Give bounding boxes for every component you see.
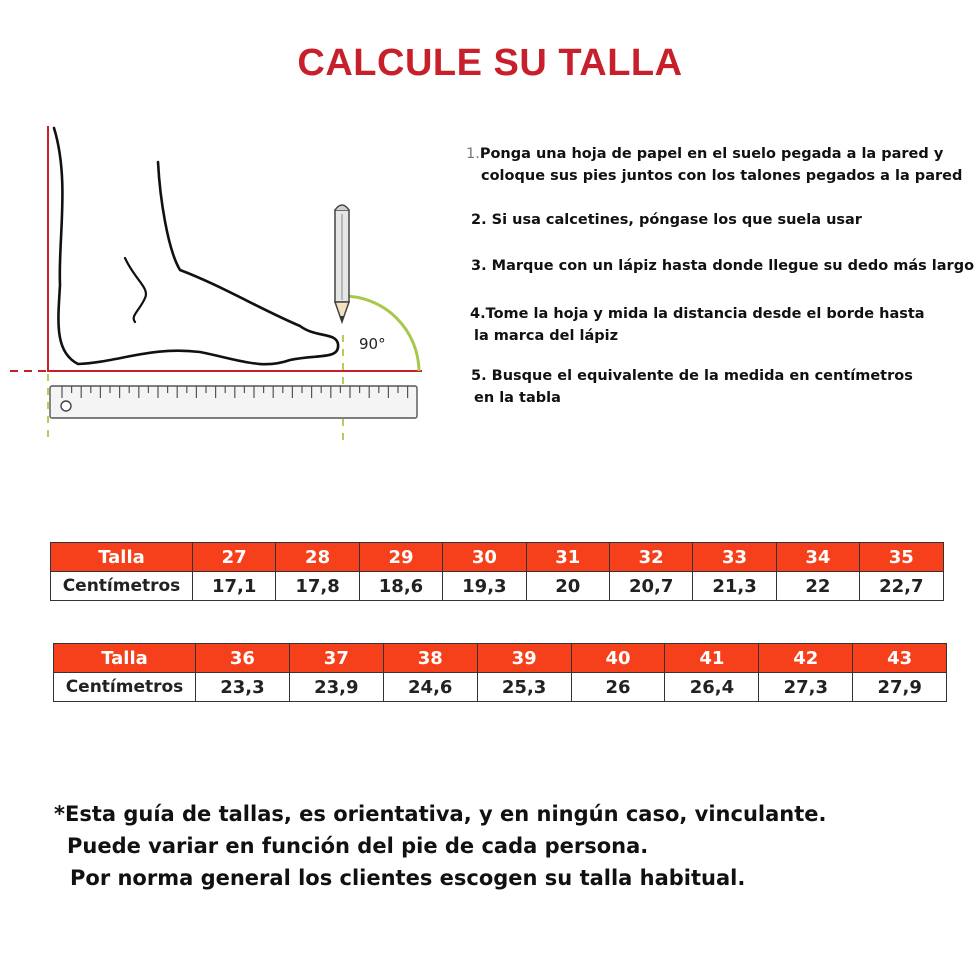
row-label: Talla <box>54 644 196 673</box>
size-cell: 43 <box>853 644 947 673</box>
size-cell: 35 <box>860 543 943 572</box>
cm-cell: 20 <box>526 572 609 601</box>
angle-label: 90° <box>359 335 386 353</box>
cm-cell: 22 <box>776 572 859 601</box>
disclaimer-line: Por norma general los clientes escogen su talla habitual. <box>70 866 746 890</box>
cm-cell: 22,7 <box>860 572 943 601</box>
size-table-1 <box>50 542 944 601</box>
size-cell: 41 <box>665 644 759 673</box>
step-text: Tome la hoja y mida la distancia desde el borde hasta <box>485 306 925 322</box>
size-cell: 31 <box>526 543 609 572</box>
cm-cell: 26,4 <box>665 673 759 702</box>
size-row <box>54 644 947 673</box>
disclaimer <box>54 798 826 894</box>
size-cell: 34 <box>776 543 859 572</box>
disclaimer-line: *Esta guía de tallas, es orientativa, y en ningún caso, vinculante. <box>54 802 827 826</box>
step-number: 4. <box>470 306 486 322</box>
page-title: CALCULE SU TALLA <box>297 42 683 84</box>
size-cell: 32 <box>609 543 692 572</box>
cm-cell: 23,3 <box>196 673 290 702</box>
step-number: 5. <box>471 368 487 384</box>
cm-cell: 17,1 <box>193 572 276 601</box>
cm-cell: 17,8 <box>276 572 359 601</box>
size-cell: 30 <box>443 543 526 572</box>
foot-arch-line <box>125 258 146 322</box>
row-label: Centímetros <box>51 572 193 601</box>
size-cell: 40 <box>571 644 665 673</box>
cm-cell: 25,3 <box>477 673 571 702</box>
cm-cell: 26 <box>571 673 665 702</box>
size-cell: 39 <box>477 644 571 673</box>
step-5 <box>471 365 913 409</box>
step-1 <box>466 143 962 187</box>
step-text: Marque con un lápiz hasta donde llegue su dedo más largo <box>491 258 975 274</box>
size-table-2 <box>53 643 947 702</box>
size-row <box>51 543 944 572</box>
size-cell: 37 <box>289 644 383 673</box>
step-text: coloque sus pies juntos con los talones pegados a la pared <box>481 168 963 184</box>
cm-cell: 23,9 <box>289 673 383 702</box>
step-text: la marca del lápiz <box>474 328 619 344</box>
cm-cell: 27,3 <box>759 673 853 702</box>
step-4 <box>470 303 925 347</box>
row-label: Talla <box>51 543 193 572</box>
step-2 <box>471 209 862 231</box>
size-cell: 33 <box>693 543 776 572</box>
step-number: 1. <box>466 146 480 162</box>
step-text: en la tabla <box>474 390 561 406</box>
cm-cell: 21,3 <box>693 572 776 601</box>
cm-cell: 24,6 <box>383 673 477 702</box>
disclaimer-line: Puede variar en función del pie de cada persona. <box>67 834 649 858</box>
foot-measurement-illustration <box>0 120 440 450</box>
cm-cell: 19,3 <box>443 572 526 601</box>
cm-cell: 20,7 <box>609 572 692 601</box>
step-3 <box>471 255 974 277</box>
step-text: Si usa calcetines, póngase los que suela usar <box>491 212 862 228</box>
cm-cell: 27,9 <box>853 673 947 702</box>
step-number: 3. <box>471 258 487 274</box>
size-cell: 27 <box>193 543 276 572</box>
ruler <box>50 386 417 418</box>
size-cell: 38 <box>383 644 477 673</box>
step-text: Busque el equivalente de la medida en centímetros <box>491 368 913 384</box>
size-cell: 29 <box>359 543 442 572</box>
size-cell: 42 <box>759 644 853 673</box>
row-label: Centímetros <box>54 673 196 702</box>
step-text: Ponga una hoja de papel en el suelo pegada a la pared y <box>479 146 944 162</box>
size-cell: 28 <box>276 543 359 572</box>
pencil-icon <box>335 205 349 322</box>
cm-row <box>51 572 944 601</box>
cm-cell: 18,6 <box>359 572 442 601</box>
size-cell: 36 <box>196 644 290 673</box>
angle-arc <box>343 296 419 371</box>
cm-row <box>54 673 947 702</box>
foot-outline <box>54 128 338 364</box>
step-number: 2. <box>471 212 487 228</box>
